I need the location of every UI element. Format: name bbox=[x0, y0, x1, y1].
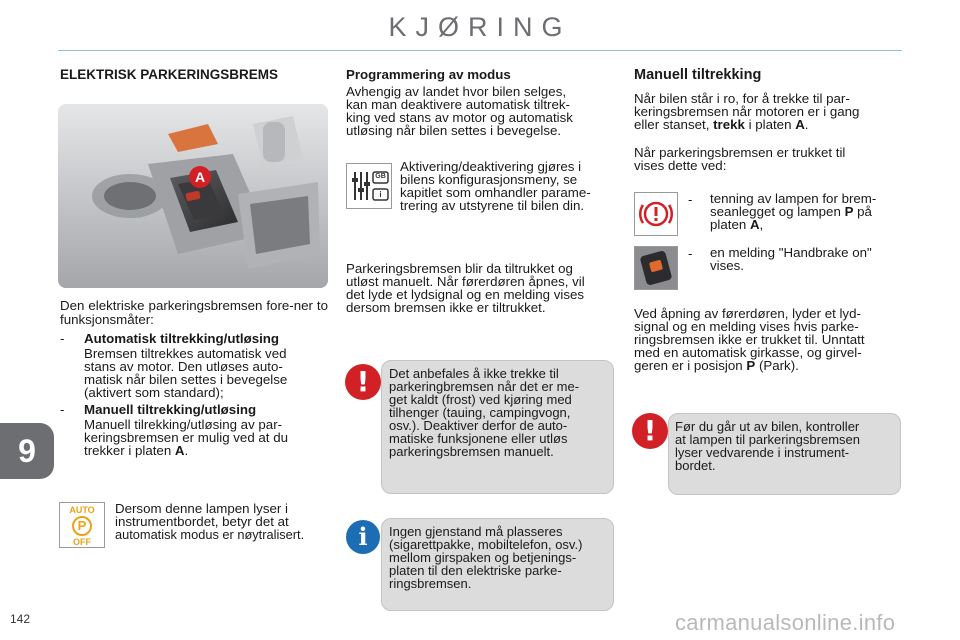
bullet-lamp-text-2: seanlegget og lampen P på bbox=[710, 204, 872, 219]
photo-label-a: A bbox=[189, 166, 211, 188]
warning-exit-4: bordet. bbox=[675, 458, 716, 473]
config-text-2: bilens konfigurasjonsmeny, se bbox=[400, 172, 578, 187]
bullet-dash: - bbox=[60, 331, 65, 346]
manual-engage-text-2: keringsbremsen når motoren er i gang bbox=[634, 104, 860, 119]
config-text-4: trering av utstyrene til bilen din. bbox=[400, 198, 585, 213]
mode-manual-body-1: Manuell tilrekking/utløsing av par- bbox=[84, 417, 283, 432]
config-text-3: kapitlet som omhandler parame- bbox=[400, 185, 591, 200]
bullet-dash: - bbox=[688, 246, 693, 261]
mode-manual-title: Manuell tiltrekking/utløsing bbox=[84, 402, 257, 417]
warning-frost-5: osv.). Deaktiver derfor de auto- bbox=[389, 418, 568, 433]
info-text-3: mellom girspaken og betjenings- bbox=[389, 550, 577, 565]
i-label: i bbox=[379, 190, 382, 199]
brake-circle-icon bbox=[635, 193, 677, 235]
warning-icon: ! bbox=[632, 413, 668, 449]
warning-exit-2: at lampen til parkeringsbremsen bbox=[675, 432, 860, 447]
auto-lamp-text-2: instrumentbordet, betyr det at bbox=[115, 514, 289, 529]
mode-auto-body-2: stans av motor. Den utløses auto- bbox=[84, 359, 283, 374]
warning-frost-3: get kaldt (frost) ved kjøring med bbox=[389, 392, 572, 407]
mode-auto-title: Automatisk tiltrekking/utløsing bbox=[84, 331, 280, 346]
info-text-1: Ingen gjenstand må plasseres bbox=[389, 524, 563, 539]
manual-engage-heading: Manuell tiltrekking bbox=[634, 67, 762, 83]
warning-exit-1: Før du går ut av bilen, kontroller bbox=[675, 419, 860, 434]
off-label: OFF bbox=[73, 537, 91, 547]
console-illustration bbox=[58, 104, 328, 288]
info-text-4: platen til den elektriske parke- bbox=[389, 563, 562, 578]
mode-auto-body-1: Bremsen tiltrekkes automatisk ved bbox=[84, 346, 287, 361]
parking-switch-icon bbox=[634, 246, 678, 290]
mode-auto-body-4: (aktivert som standard); bbox=[84, 385, 224, 400]
door-open-text-5: geren er i posisjon P (Park). bbox=[634, 358, 799, 373]
auto-p-off-icon bbox=[59, 502, 105, 548]
mode-manual-body-3: trekker i platen A. bbox=[84, 443, 189, 458]
auto-lamp-text-3: automatisk modus er nøytralisert. bbox=[115, 527, 305, 542]
warning-frost-1: Det anbefales å ikke trekke til bbox=[389, 366, 559, 381]
watermark: carmanualsonline.info bbox=[675, 610, 896, 635]
bullet-dash: - bbox=[688, 192, 693, 207]
parking-brake-photo bbox=[58, 104, 328, 288]
programming-text-1: Avhengig av landet hvor bilen selges, bbox=[346, 84, 567, 99]
warning-icon: ! bbox=[345, 364, 381, 400]
door-open-text-3: ringsbremsen ikke er trukket til. Unntatt bbox=[634, 332, 865, 347]
manual-mode-text-4: dersom bremsen ikke er tiltrukket. bbox=[346, 300, 546, 315]
warning-frost-7: parkeringsbremsen manuelt. bbox=[389, 444, 554, 459]
bullet-dash: - bbox=[60, 402, 65, 417]
manual-mode-text-1: Parkeringsbremsen blir da tiltrukket og bbox=[346, 261, 573, 276]
warning-frost-2: parkeringbremsen når det er me- bbox=[389, 379, 580, 394]
manual-engage-text-1: Når bilen står i ro, for å trekke til par- bbox=[634, 91, 850, 106]
engaged-indication-text-2: vises dette ved: bbox=[634, 158, 727, 173]
manual-mode-text-3: det lyde et lydsignal og en melding vises bbox=[346, 287, 585, 302]
header-divider bbox=[58, 50, 902, 51]
info-icon: i bbox=[346, 520, 380, 554]
auto-label: AUTO bbox=[69, 505, 95, 515]
programming-text-4: utløsing når bilen settes i bevegelse. bbox=[346, 123, 562, 138]
bullet-lamp-text-3: platen A, bbox=[710, 217, 764, 232]
p-circle: P bbox=[72, 516, 92, 536]
warning-frost-6: matiske funksjonene eller utløs bbox=[389, 431, 568, 446]
switch-p-icon bbox=[635, 247, 677, 289]
bullet-message-text-2: vises. bbox=[710, 258, 744, 273]
page-number: 142 bbox=[10, 612, 31, 626]
page-title: KJØRING bbox=[388, 12, 572, 42]
info-text-2: (sigarettpakke, mobiltelefon, osv.) bbox=[389, 537, 583, 552]
door-open-text-4: med en automatisk girkasse, og girvel- bbox=[634, 345, 862, 360]
chapter-number: 9 bbox=[18, 433, 36, 469]
warning-exit-3: lyser vedvarende i instrument- bbox=[675, 445, 850, 460]
door-open-text-1: Ved åpning av førerdøren, lyder et lyd- bbox=[634, 306, 861, 321]
manual-mode-text-2: utløst manuelt. Når førerdøren åpnes, vil bbox=[346, 274, 585, 289]
mode-auto-body-3: matisk når bilen settes i bevegelse bbox=[84, 372, 288, 387]
chapter-tab[interactable] bbox=[0, 423, 54, 479]
intro-text: Den elektriske parkeringsbremsen fore-ner to funksjonsmåter: bbox=[60, 298, 328, 327]
sliders-icon bbox=[347, 164, 391, 208]
warning-frost-4: tilhenger (tauing, campingvogn, bbox=[389, 405, 571, 420]
engaged-indication-text-1: Når parkeringsbremsen er trukket til bbox=[634, 145, 846, 160]
section-heading-electric-parking-brake: ELEKTRISK PARKERINGSBREMS bbox=[60, 67, 279, 82]
door-open-text-2: signal og en melding vises hvis parke- bbox=[634, 319, 859, 334]
brake-warning-lamp-icon bbox=[634, 192, 678, 236]
bullet-lamp-text-1: tenning av lampen for brem- bbox=[710, 191, 877, 206]
programming-text-2: kan man deaktivere automatisk tiltrek- bbox=[346, 97, 570, 112]
config-text-1: Aktivering/deaktivering gjøres i bbox=[400, 159, 582, 174]
info-text-5: ringsbremsen. bbox=[389, 576, 472, 591]
programming-text-3: king ved stans av motor og automatisk bbox=[346, 110, 573, 125]
auto-lamp-text-1: Dersom denne lampen lyser i bbox=[115, 501, 288, 516]
manual-engage-text-3: eller stanset, trekk i platen A. bbox=[634, 117, 809, 132]
config-menu-icon bbox=[346, 163, 392, 209]
programming-heading: Programmering av modus bbox=[346, 67, 511, 82]
mode-manual-body-2: keringsbremsen er mulig ved at du bbox=[84, 430, 288, 445]
gb-label: GB bbox=[375, 173, 386, 180]
bullet-message-text-1: en melding "Handbrake on" bbox=[710, 245, 872, 260]
